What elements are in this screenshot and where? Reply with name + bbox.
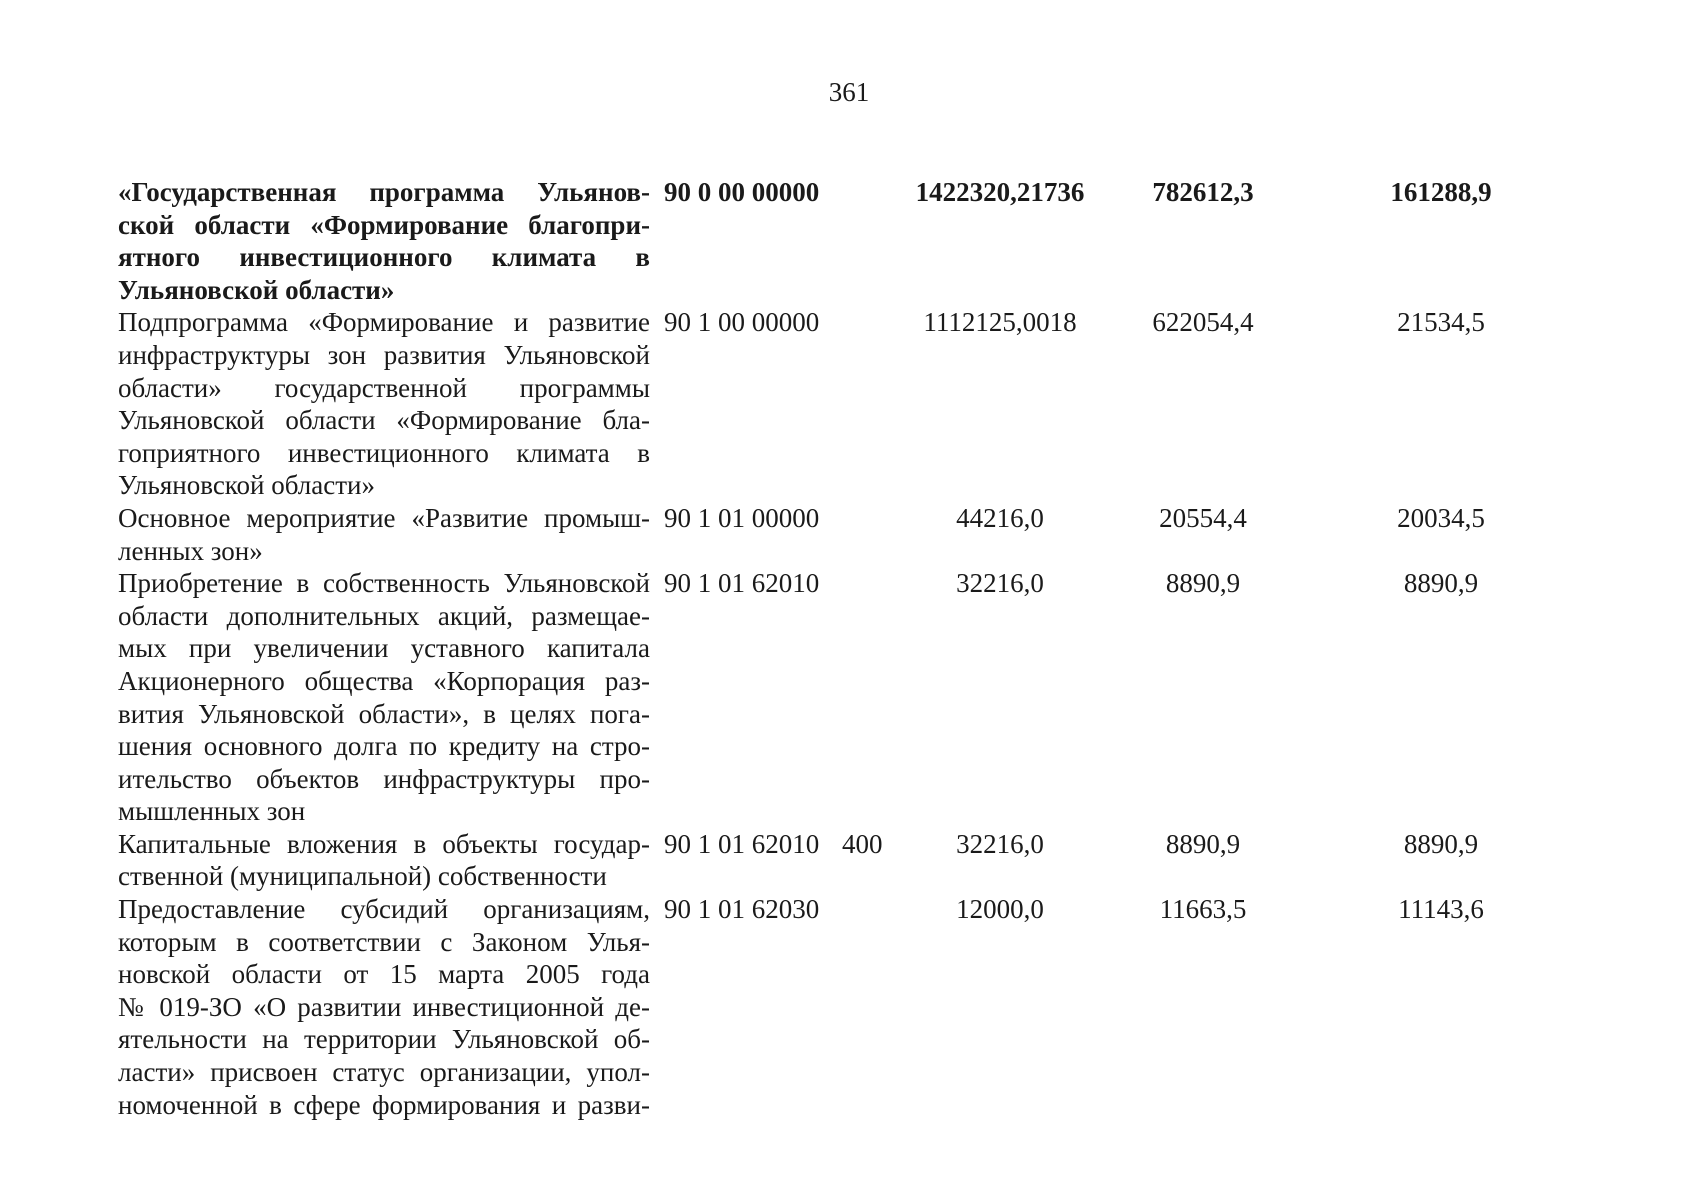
row-name-line: инфраструктуры зон развития Ульяновской [118, 339, 650, 370]
row-name-line: Основное мероприятие «Развитие промыш- [118, 502, 650, 533]
row-name [118, 176, 650, 306]
table-row [118, 306, 1576, 502]
row-name-line: мышленных зон [118, 796, 306, 827]
row-code: 90 1 00 00000 [664, 307, 820, 338]
row-name [118, 502, 650, 567]
row-name-line: «Государственная программа Ульянов- [118, 177, 650, 207]
row-code: 90 1 01 62010 [664, 828, 820, 859]
row-name-line: области» государственной программы [118, 372, 650, 403]
row-name-line: Капитальные вложения в объекты государ- [118, 828, 650, 859]
row-value-2: 782612,3 [1152, 177, 1254, 207]
row-value-2: 8890,9 [1165, 828, 1241, 859]
row-value-3: 8890,9 [1403, 568, 1479, 599]
row-value-2: 622054,4 [1152, 307, 1254, 338]
row-name-line: Ульяновской области «Формирование бла- [118, 405, 650, 436]
row-name [118, 828, 650, 893]
row-name [118, 306, 650, 502]
row-name-line: которым в соответствии с Законом Улья- [118, 926, 650, 957]
table-row [118, 893, 1576, 1121]
row-value-2: 11663,5 [1159, 894, 1247, 925]
row-value-3: 20034,5 [1397, 502, 1485, 533]
row-name-line: ласти» присвоен статус организации, упол- [118, 1057, 650, 1088]
row-expense-type [842, 567, 900, 828]
row-code: 90 1 01 62010 [664, 568, 820, 599]
row-name [118, 567, 650, 828]
row-expense-type [842, 176, 900, 306]
row-name-line: ительство объектов инфраструктуры про- [118, 763, 650, 794]
row-name-line: ленных зон» [118, 535, 263, 566]
row-name-line: Ульяновской области» [118, 274, 395, 305]
row-value-1: 44216,0 [956, 502, 1044, 533]
row-name-line: № 019-ЗО «О развитии инвестиционной де- [118, 991, 650, 1022]
row-value-3: 21534,5 [1397, 307, 1485, 338]
row-expense-type [842, 502, 900, 567]
row-value-2: 20554,4 [1159, 502, 1247, 533]
row-value-1: 1422320,21736 [915, 177, 1085, 207]
row-name-line: Предоставление субсидий организациям, [118, 894, 650, 925]
row-name-line: ственной (муниципальной) собственности [118, 861, 607, 892]
row-name-line: Приобретение в собственность Ульяновской [118, 568, 650, 599]
row-value-3: 11143,6 [1398, 894, 1484, 925]
row-name [118, 893, 650, 1121]
table-row [118, 567, 1576, 828]
row-value-2: 8890,9 [1165, 568, 1241, 599]
row-expense-type [842, 893, 900, 1121]
row-name-line: Подпрограмма «Формирование и развитие [118, 307, 650, 338]
table-row [118, 828, 1576, 893]
row-name-line: ятного инвестиционного климата в [118, 242, 650, 273]
row-name-line: области дополнительных акций, размещае- [118, 600, 650, 631]
row-value-1: 12000,0 [956, 894, 1044, 925]
row-name-line: ятельности на территории Ульяновской об- [118, 1024, 650, 1055]
row-value-3: 8890,9 [1403, 828, 1479, 859]
row-name-line: Акционерного общества «Корпорация раз- [118, 665, 650, 696]
row-name-line: новской области от 15 марта 2005 года [118, 959, 650, 990]
table-row [118, 502, 1576, 567]
row-name-line: номоченной в сфере формирования и разви- [118, 1089, 650, 1120]
row-code: 90 1 01 62030 [664, 894, 820, 925]
row-name-line: Ульяновской области» [118, 470, 376, 501]
row-expense-type [842, 306, 900, 502]
row-value-3: 161288,9 [1390, 177, 1492, 207]
row-name-line: мых при увеличении уставного капитала [118, 633, 650, 664]
row-value-1: 1112125,0018 [923, 307, 1077, 338]
page-number: 361 [828, 77, 870, 107]
budget-table [118, 176, 1576, 1121]
row-value-1: 32216,0 [956, 568, 1044, 599]
row-expense-type: 400 [842, 828, 883, 859]
row-name-line: ской области «Формирование благопри- [118, 209, 650, 240]
table-row [118, 176, 1576, 306]
row-name-line: вития Ульяновской области», в целях пога- [118, 698, 650, 729]
row-value-1: 32216,0 [956, 828, 1044, 859]
row-name-line: шения основного долга по кредиту на стро- [118, 731, 650, 762]
row-code: 90 1 01 00000 [664, 502, 820, 533]
row-code: 90 0 00 00000 [664, 177, 820, 207]
row-name-line: гоприятного инвестиционного климата в [118, 437, 650, 468]
